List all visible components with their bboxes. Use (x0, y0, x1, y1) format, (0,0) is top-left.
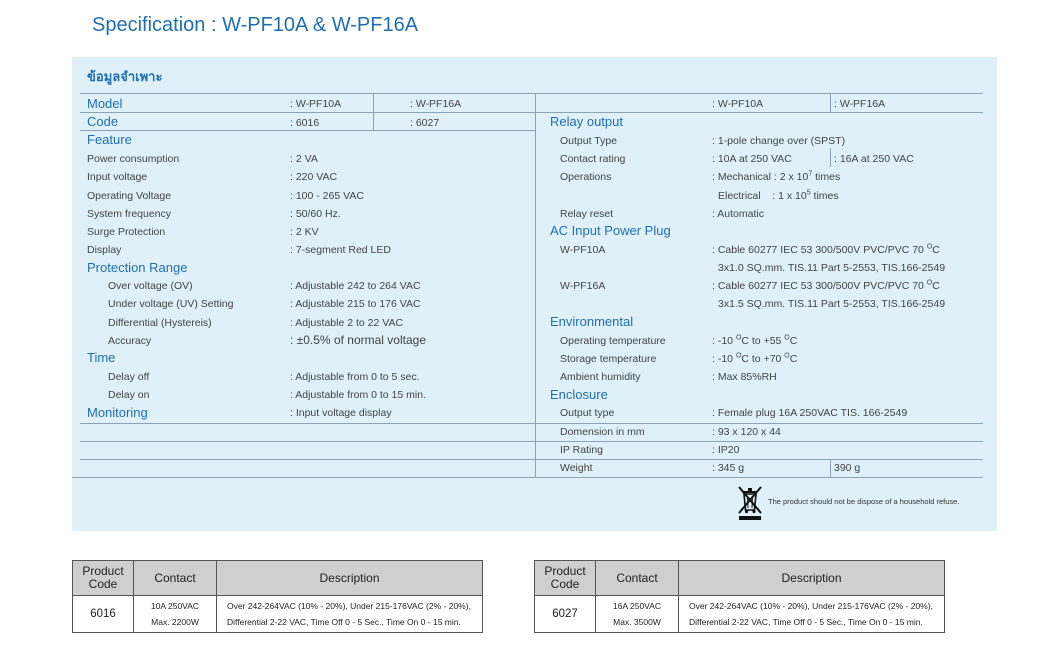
input-value: : 220 VAC (290, 171, 338, 183)
divider (72, 477, 983, 478)
divider (80, 112, 983, 113)
divider (830, 148, 831, 167)
w10-value1: : Cable 60277 IEC 53 300/500V PVC/PVC 70 $^O$C (712, 243, 940, 256)
doff-value: : Adjustable from 0 to 5 sec. (290, 371, 420, 383)
opv-value: : 100 - 265 VAC (290, 190, 364, 202)
outtype-value: : Female plug 16A 250VAC TIS. 166-2549 (712, 407, 908, 419)
header-product-code: Product Code (73, 561, 134, 596)
ip-value: : IP20 (712, 444, 740, 456)
divider (373, 93, 374, 130)
sttemp-label: Storage temperature (560, 353, 657, 365)
input-label: Input voltage (87, 171, 148, 183)
diff-label: Differential (Hystereis) (108, 317, 212, 329)
reset-value: : Automatic (712, 208, 764, 220)
power-label: Power consumption (87, 153, 180, 165)
w16-label: W-PF16A (560, 280, 606, 292)
section-enclosure: Enclosure (550, 387, 608, 402)
surge-value: : 2 KV (290, 226, 319, 238)
power-value: : 2 VA (290, 153, 318, 165)
contact-label: Contact rating (560, 153, 626, 165)
section-protection: Protection Range (87, 260, 188, 275)
divider (535, 93, 536, 477)
uv-label: Under voltage (UV) Setting (108, 298, 234, 310)
table-row (73, 596, 483, 633)
ov-value: : Adjustable 242 to 264 VAC (290, 280, 421, 292)
ov-label: Over voltage (OV) (108, 280, 193, 292)
model-b: : W-PF16A (410, 98, 462, 110)
ops-mech: : Mechanical : 2 x $10^7$ times (712, 170, 841, 183)
otype-value: : 1-pole change over (SPST) (712, 135, 846, 147)
contact-a: : 10A at 250 VAC (712, 153, 792, 165)
outtype-label: Output type (560, 407, 615, 419)
w16-value2: 3x1.5 SQ.mm. TIS.11 Part 5-2553, TIS.166-2549 (718, 298, 946, 310)
weight-b: 390 g (834, 462, 861, 474)
section-acplug: AC Input Power Plug (550, 223, 671, 238)
hum-value: : Max 85%RH (712, 371, 777, 383)
reset-label: Relay reset (560, 208, 614, 220)
contact-b: : 16A at 250 VAC (834, 153, 914, 165)
mon-value: : Input voltage display (290, 407, 392, 419)
sttemp-value: : -10 $^O$C to +70 $^O$C (712, 352, 798, 365)
otype-label: Output Type (560, 135, 618, 147)
ops-label: Operations (560, 171, 612, 183)
header-contact: Contact (134, 561, 217, 596)
product-table-6027 (534, 560, 945, 633)
acc-value: : ±0.5% of normal voltage (290, 333, 426, 347)
divider (80, 441, 983, 442)
description-cell: Over 242-264VAC (10% - 20%), Under 215-176VAC (2% - 20%), Differential 2-22 VAC, Time Off 0 - 5 Sec., Time On 0 - 15 min. (217, 596, 483, 633)
code-b: : 6027 (410, 117, 440, 129)
section-monitoring: Monitoring (87, 405, 148, 420)
contact-cell: 16A 250VAC Max. 3500W (596, 596, 679, 633)
r-model-a: : W-PF10A (712, 98, 764, 110)
section-env: Environmental (550, 314, 634, 329)
divider (80, 130, 535, 131)
divider (80, 459, 983, 460)
dim-value: : 93 x 120 x 44 (712, 426, 781, 438)
r-model-b: : W-PF16A (834, 98, 886, 110)
hum-label: Ambient humidity (560, 371, 641, 383)
header-product-code: Product Code (535, 561, 596, 596)
divider (80, 423, 983, 424)
opv-label: Operating Voltage (87, 190, 172, 202)
section-feature: Feature (87, 132, 132, 147)
section-time: Time (87, 350, 116, 365)
surge-label: Surge Protection (87, 226, 166, 238)
header-contact: Contact (596, 561, 679, 596)
acc-label: Accuracy (108, 335, 152, 347)
crossed-bin-icon (737, 485, 763, 521)
header-description: Description (679, 561, 945, 596)
divider (830, 459, 831, 477)
code-label: Code (87, 114, 119, 129)
ops-elec: Electrical : 1 x $10^5$ times (718, 189, 839, 202)
product-table-6016 (72, 560, 483, 633)
thai-heading: ข้อมูลจำเพาะ (87, 69, 163, 84)
model-label: Model (87, 96, 123, 111)
uv-value: : Adjustable 215 to 176 VAC (290, 298, 421, 310)
freq-label: System frequency (87, 208, 172, 220)
don-label: Delay on (108, 389, 150, 401)
disposal-note: The product should not be dispose of a household refuse. (768, 497, 960, 506)
freq-value: : 50/60 Hz. (290, 208, 341, 220)
weight-a: : 345 g (712, 462, 745, 474)
divider (830, 93, 831, 112)
diff-value: : Adjustable 2 to 22 VAC (290, 317, 404, 329)
table-row (535, 596, 945, 633)
product-code-cell: 6027 (535, 596, 596, 633)
code-a: : 6016 (290, 117, 320, 129)
w10-label: W-PF10A (560, 244, 606, 256)
description-cell: Over 242-264VAC (10% - 20%), Under 215-176VAC (2% - 20%), Differential 2-22 VAC, Time Off 0 - 5 Sec., Time On 0 - 15 min. (679, 596, 945, 633)
header-description: Description (217, 561, 483, 596)
model-a: : W-PF10A (290, 98, 342, 110)
dim-label: Domension in mm (560, 426, 645, 438)
don-value: : Adjustable from 0 to 15 min. (290, 389, 426, 401)
display-label: Display (87, 244, 122, 256)
divider (80, 93, 983, 94)
w16-value1: : Cable 60277 IEC 53 300/500V PVC/PVC 70 $^O$C (712, 279, 940, 292)
optemp-value: : -10 $^O$C to +55 $^O$C (712, 334, 798, 347)
optemp-label: Operating temperature (560, 335, 666, 347)
doff-label: Delay off (108, 371, 150, 383)
w10-value2: 3x1.0 SQ.mm. TIS.11 Part 5-2553, TIS.166-2549 (718, 262, 946, 274)
display-value: : 7-segment Red LED (290, 244, 391, 256)
product-code-cell: 6016 (73, 596, 134, 633)
page-title: Specification : W-PF10A & W-PF16A (92, 14, 419, 36)
weight-label: Weight (560, 462, 593, 474)
contact-cell: 10A 250VAC Max. 2200W (134, 596, 217, 633)
section-relay: Relay output (550, 114, 623, 129)
ip-label: IP Rating (560, 444, 603, 456)
